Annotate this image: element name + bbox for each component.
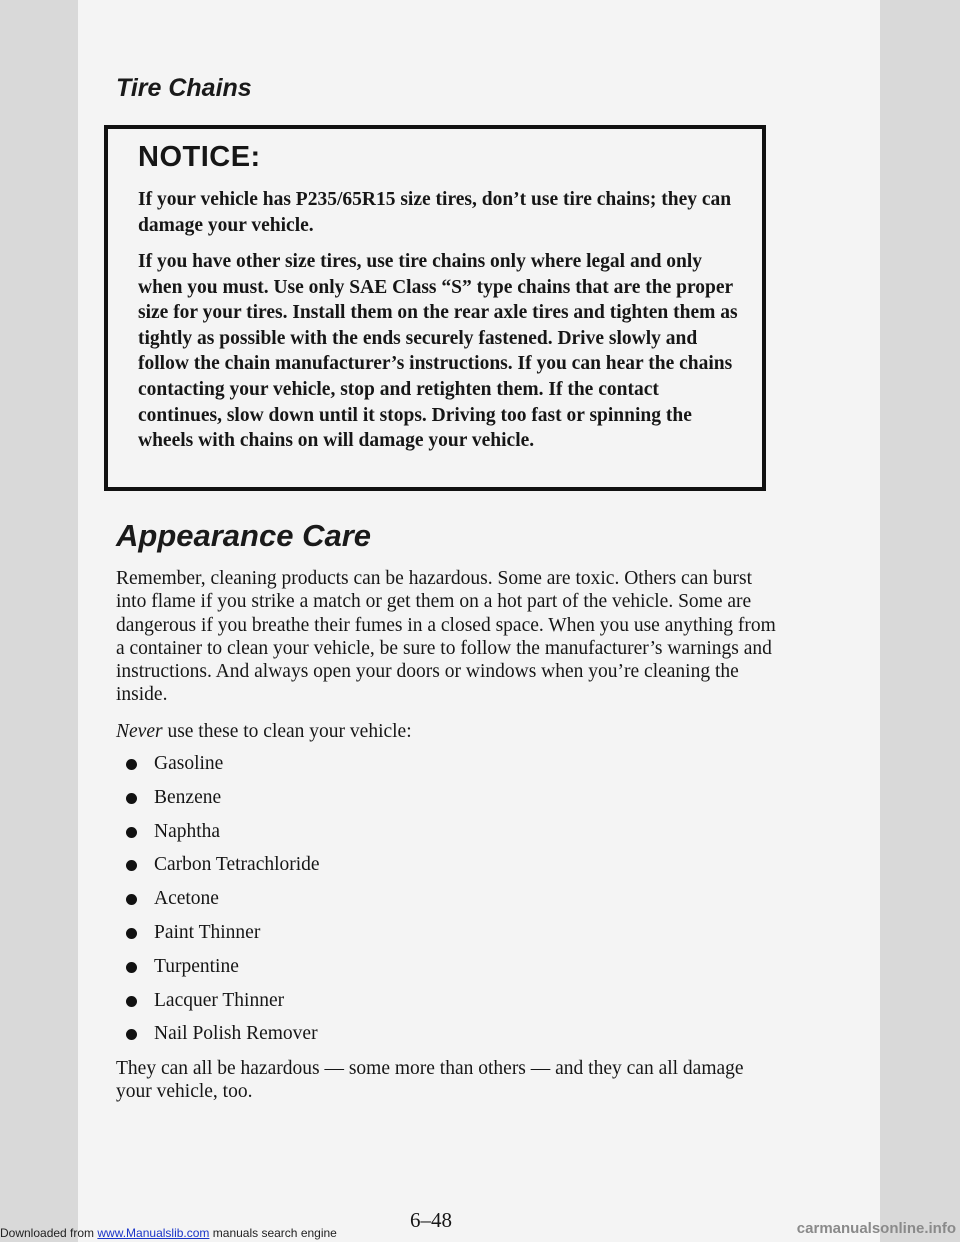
list-item-label: Paint Thinner — [154, 921, 261, 943]
footer-prefix: Downloaded from — [0, 1226, 98, 1240]
list-item-label: Turpentine — [154, 955, 239, 977]
list-item — [126, 1022, 320, 1056]
list-item-label: Lacquer Thinner — [154, 989, 285, 1011]
notice-heading: NOTICE: — [138, 141, 261, 173]
list-item-label: Benzene — [154, 786, 222, 808]
list-item — [126, 955, 320, 989]
list-item — [126, 921, 320, 955]
section-heading-appearance-care: Appearance Care — [116, 518, 372, 553]
outro-paragraph: They can all be hazardous — some more than others — and they can all damage your vehicle, too. — [116, 1058, 744, 1103]
bullet-icon — [126, 793, 137, 804]
never-text: use these to clean your vehicle: — [162, 721, 412, 742]
bullet-icon — [126, 894, 137, 905]
bullet-icon — [126, 1029, 137, 1040]
section-heading-tire-chains: Tire Chains — [116, 74, 252, 102]
list-item — [126, 853, 320, 887]
intro-paragraph: Remember, cleaning products can be hazardous. Some are toxic. Others can burst into flame if you strike a match or get them on a hot part of the vehicle. Some are dangerous if you breathe their fumes in a closed space. When you use anything from a container to clean your vehicle, be sure to follow the manufacturer’s warnings and instructions. And always open your doors or windows when you’re cleaning the inside. — [116, 568, 776, 706]
bullet-icon — [126, 759, 137, 770]
list-item — [126, 887, 320, 921]
notice-paragraph: If you have other size tires, use tire chains only where legal and only when you must. Use only SAE Class “S” type chains that are the proper size for your tires. Install them on the rear axle tires and tighten them as tightly as possible with the ends securely fastened. Drive slowly and follow the chain manufacturer’s instructions. If you can hear the chains contacting your vehicle, stop and retighten them. If the contact continues, slow down until it stops. Driving too fast or spinning the wheels with chains on will damage your vehicle. — [138, 251, 738, 452]
download-footer — [0, 1226, 337, 1240]
notice-paragraph: If your vehicle has P235/65R15 size tires, don’t use tire chains; they can damage your vehicle. — [138, 189, 732, 236]
bullet-icon — [126, 860, 137, 871]
list-item-label: Naphtha — [154, 820, 221, 842]
page-number: 6–48 — [410, 1208, 452, 1232]
list-item-label: Gasoline — [154, 753, 224, 774]
notice-box — [104, 125, 766, 491]
watermark-text: carmanualsonline.info — [796, 1220, 956, 1237]
never-emphasis: Never — [116, 721, 163, 742]
list-item — [126, 752, 320, 786]
manualslib-link[interactable]: www.Manualslib.com — [97, 1226, 210, 1240]
bullet-icon — [126, 827, 137, 838]
hazard-list — [126, 752, 320, 1056]
bullet-icon — [126, 962, 137, 973]
list-item-label: Carbon Tetrachloride — [154, 854, 320, 876]
bullet-icon — [126, 996, 137, 1007]
list-item — [126, 820, 320, 854]
list-item-label: Nail Polish Remover — [154, 1023, 318, 1045]
bullet-icon — [126, 928, 137, 939]
list-item — [126, 989, 320, 1023]
footer-suffix: manuals search engine — [209, 1226, 337, 1240]
never-paragraph — [116, 720, 776, 743]
list-item-label: Acetone — [154, 888, 219, 910]
list-item — [126, 786, 320, 820]
